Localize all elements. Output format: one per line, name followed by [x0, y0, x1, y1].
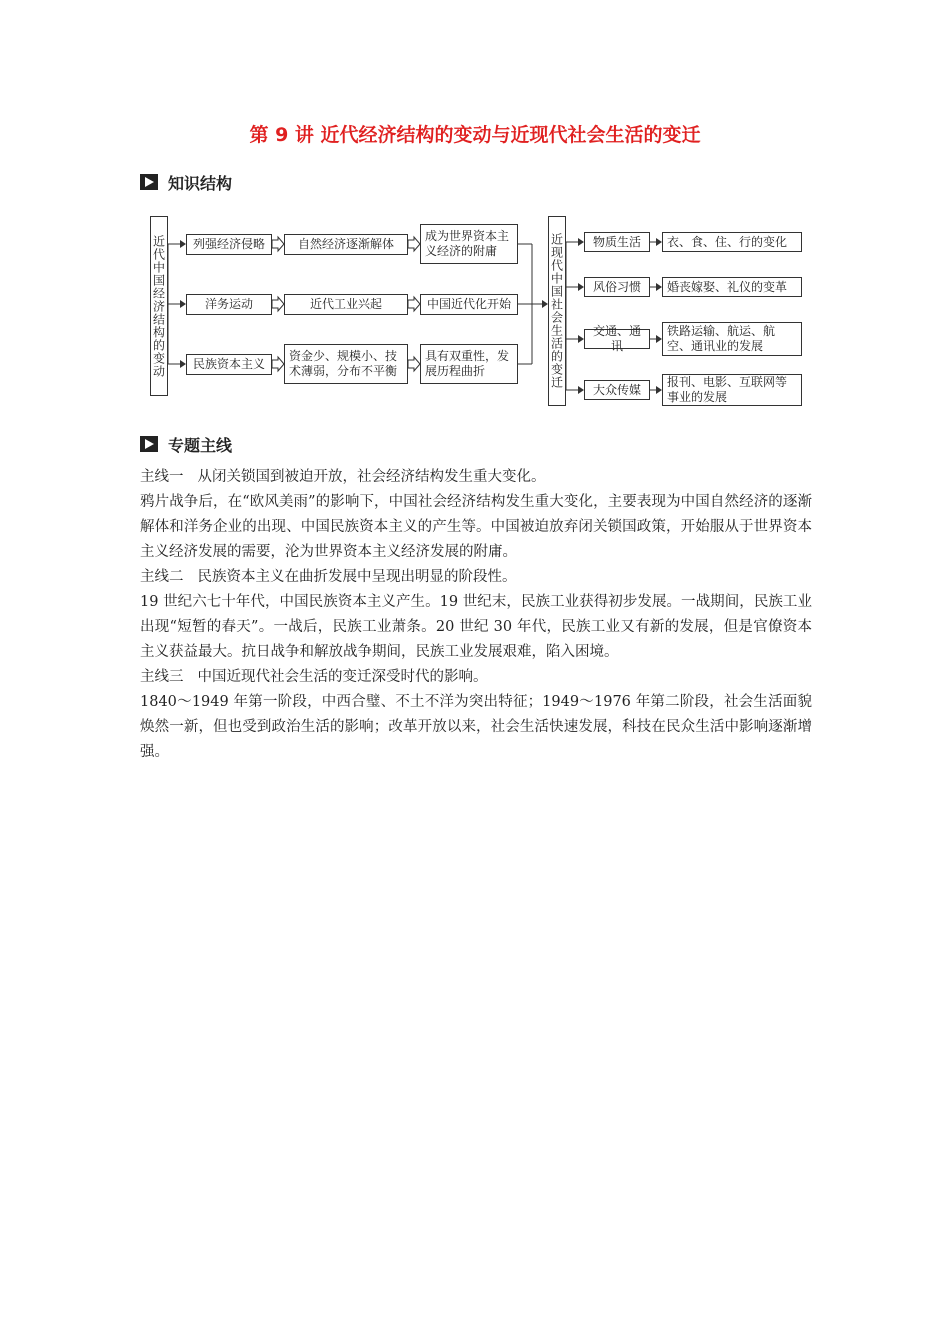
mainline-3-paragraph: 1840～1949 年第一阶段，中西合璧、不土不洋为突出特征；1949～1976 年第二阶段，社会生活面貌焕然一新，但也受到政治生活的影响；改革开放以来，社会生活快速发展，科技在民众生活中影响逐渐增强。 [140, 694, 812, 760]
col1-box-2: 洋务运动 [186, 294, 272, 315]
mainline-text [140, 465, 812, 765]
right-detail-box-2: 婚丧嫁娶、礼仪的变革 [662, 277, 802, 297]
col3-box-3: 具有双重性，发展历程曲折 [420, 344, 518, 384]
left-root-box: 近代中国经济结构的变动 [150, 216, 168, 396]
right-item-box-3: 交通、通讯 [584, 329, 650, 349]
section-heading-text: 专题主线 [168, 435, 233, 455]
mainline-3-key: 主线三 [140, 669, 184, 685]
col1-box-1: 列强经济侵略 [186, 234, 272, 255]
mainline-1-title [140, 465, 812, 490]
mainline-2-text: 民族资本主义在曲折发展中呈现出明显的阶段性。 [197, 569, 517, 585]
right-item-box-1: 物质生活 [584, 232, 650, 252]
right-root-box: 近现代中国社会生活的变迁 [548, 216, 566, 406]
mainline-3-title [140, 665, 812, 690]
col2-box-2: 近代工业兴起 [284, 294, 408, 315]
mainline-1-key: 主线一 [140, 469, 184, 485]
right-item-box-4: 大众传媒 [584, 380, 650, 400]
col2-box-3: 资金少、规模小、技术薄弱，分布不平衡 [284, 344, 408, 384]
mainline-2-key: 主线二 [140, 569, 184, 585]
section-heading-text: 知识结构 [168, 173, 233, 193]
section-heading-mainline [140, 434, 232, 454]
col2-box-1: 自然经济逐渐解体 [284, 234, 408, 255]
mainline-2-paragraph: 19 世纪六七十年代，中国民族资本主义产生。19 世纪末，民族工业获得初步发展。一战期间，民族工业出现“短暂的春天”。一战后，民族工业萧条。20 世纪 30 年代，民族工业又有新的发展，但是官僚资本主义获益最大。抗日战争和解放战争期间，民族工业发展艰难，陷入困境。 [140, 594, 812, 660]
mainline-2-title [140, 565, 812, 590]
right-detail-box-3: 铁路运输、航运、航空、通讯业的发展 [662, 322, 802, 356]
col3-box-1: 成为世界资本主义经济的附庸 [420, 224, 518, 264]
right-detail-box-1: 衣、食、住、行的变化 [662, 232, 802, 252]
mainline-1-paragraph: 鸦片战争后，在“欧风美雨”的影响下，中国社会经济结构发生重大变化，主要表现为中国自然经济的逐渐解体和洋务企业的出现、中国民族资本主义的产生等。中国被迫放弃闭关锁国政策，开始服从于世界资本主义经济发展的需要，沦为世界资本主义经济发展的附庸。 [140, 494, 812, 560]
col3-box-2: 中国近代化开始 [420, 294, 518, 315]
mainline-3-text: 中国近现代社会生活的变迁深受时代的影响。 [197, 669, 488, 685]
right-detail-box-4: 报刊、电影、互联网等事业的发展 [662, 374, 802, 406]
play-triangle-icon [140, 436, 158, 452]
play-triangle-icon [140, 174, 158, 190]
col1-box-3: 民族资本主义 [186, 354, 272, 375]
right-item-box-2: 风俗习惯 [584, 277, 650, 297]
section-heading-structure [140, 172, 232, 192]
mainline-1-text: 从闭关锁国到被迫开放，社会经济结构发生重大变化。 [197, 469, 546, 485]
page-title: 第 9 讲 近代经济结构的变动与近现代社会生活的变迁 [249, 124, 701, 146]
